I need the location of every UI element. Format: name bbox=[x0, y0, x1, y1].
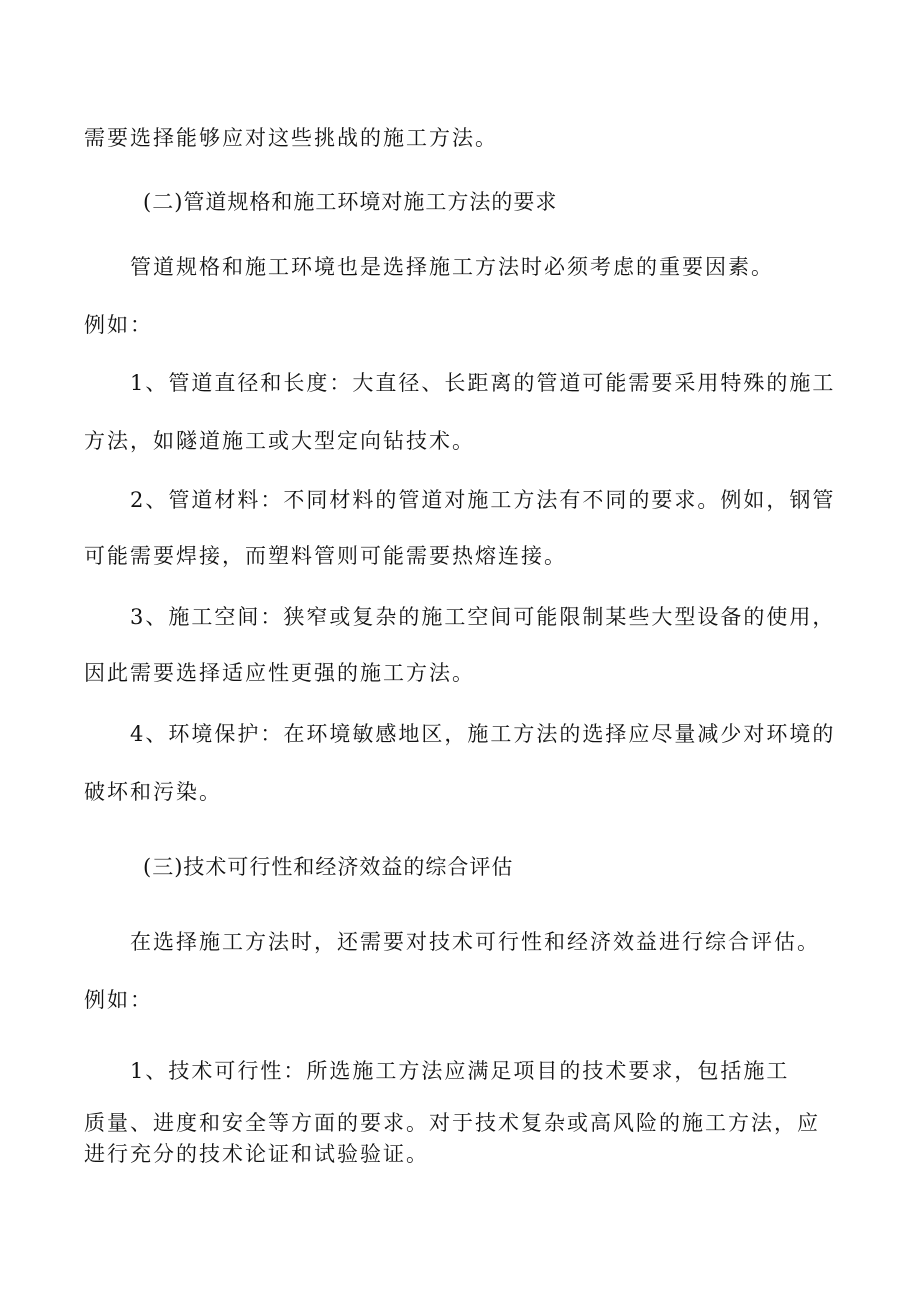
list-item-line: 方法，如隧道施工或大型定向钻技术。 bbox=[84, 429, 475, 453]
list-item-line: 1、管道直径和长度：大直径、长距离的管道可能需要采用特殊的施工 bbox=[130, 371, 836, 395]
list-item-line: 破坏和污染。 bbox=[84, 780, 222, 804]
list-item-line: 可能需要焊接，而塑料管则可能需要热熔连接。 bbox=[84, 544, 567, 568]
list-item-line: 2、管道材料：不同材料的管道对施工方法有不同的要求。例如，钢管 bbox=[130, 488, 836, 512]
list-item-line: 4、环境保护：在环境敏感地区，施工方法的选择应尽量减少对环境的 bbox=[130, 722, 836, 746]
paragraph-line: 例如： bbox=[84, 313, 153, 337]
section-heading: (二)管道规格和施工环境对施工方法的要求 bbox=[143, 190, 558, 214]
list-item-line: 进行充分的技术论证和试验验证。 bbox=[84, 1142, 429, 1166]
paragraph-line: 在选择施工方法时，还需要对技术可行性和经济效益进行综合评估。 bbox=[130, 930, 820, 954]
paragraph-line: 例如： bbox=[84, 988, 153, 1012]
list-item-line: 3、施工空间：狭窄或复杂的施工空间可能限制某些大型设备的使用， bbox=[130, 605, 836, 629]
list-item-line: 1、技术可行性：所选施工方法应满足项目的技术要求，包括施工 bbox=[130, 1059, 790, 1083]
paragraph-line: 需要选择能够应对这些挑战的施工方法。 bbox=[84, 126, 498, 150]
paragraph-line: 管道规格和施工环境也是选择施工方法时必须考虑的重要因素。 bbox=[130, 255, 774, 279]
list-item-line: 因此需要选择适应性更强的施工方法。 bbox=[84, 661, 475, 685]
list-item-line: 质量、进度和安全等方面的要求。对于技术复杂或高风险的施工方法，应 bbox=[84, 1111, 820, 1135]
section-heading: (三)技术可行性和经济效益的综合评估 bbox=[143, 855, 514, 879]
